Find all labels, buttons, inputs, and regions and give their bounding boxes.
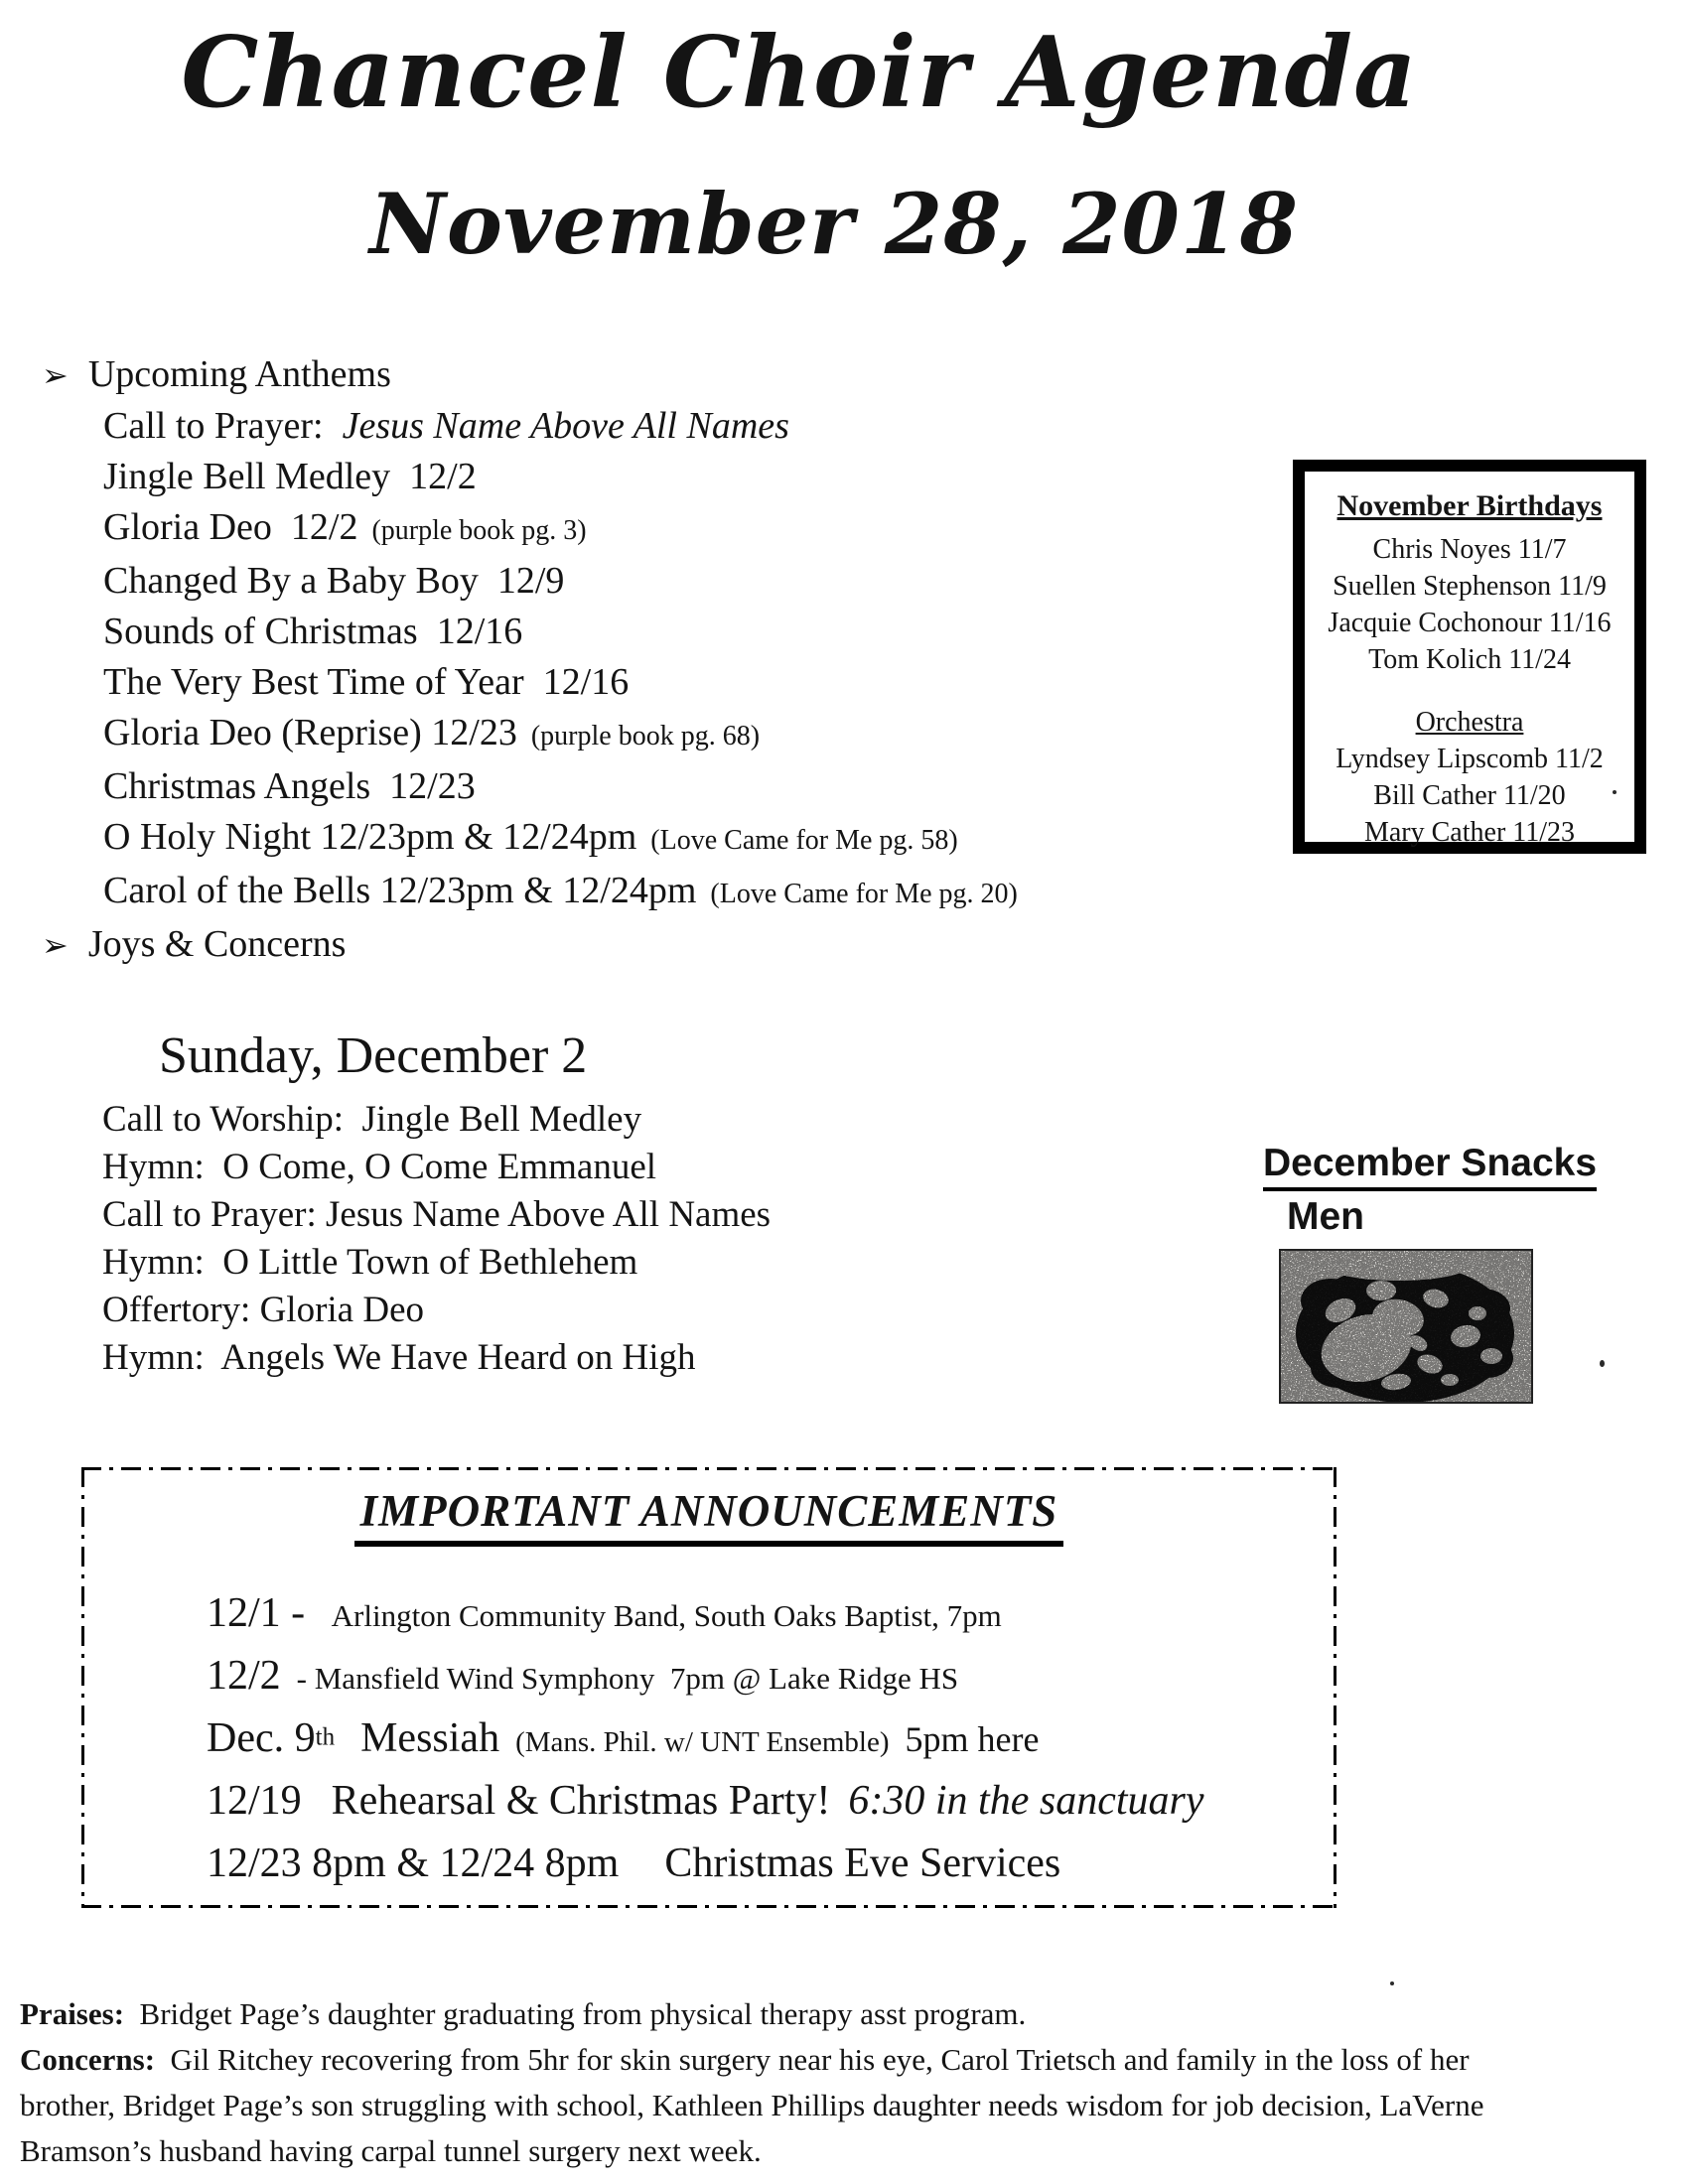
announcement-item (207, 1649, 1336, 1711)
announcement-date: 12/23 8pm & 12/24 8pm (207, 1841, 620, 1886)
december-snacks-section (1263, 1142, 1597, 1404)
announcement-item (207, 1711, 1336, 1774)
praises-label: Praises: (20, 1996, 125, 2031)
orchestra-subtitle: Orchestra (1415, 707, 1524, 738)
announcement-text: Christmas Eve Services (664, 1841, 1061, 1886)
anthem-text: Call to Prayer: (103, 405, 343, 447)
service-line: Hymn: O Come, O Come Emmanuel (102, 1147, 657, 1187)
service-line: Offertory: Gloria Deo (102, 1290, 424, 1330)
concerns-line (20, 2037, 1668, 2083)
birthday-entry: Mary Cather 11/23 (1363, 817, 1576, 848)
sunday-service-section (102, 1027, 772, 1382)
concerns-line (20, 2128, 1668, 2174)
box-border-right (1334, 1467, 1336, 1908)
anthem-item (103, 708, 1018, 761)
announcements-list (207, 1586, 1336, 1899)
ordinal-suffix: th (315, 1723, 336, 1751)
announcement-date: 12/1 - (207, 1590, 316, 1636)
announcement-text: - Mansfield Wind Symphony 7pm @ Lake Ridge HS (296, 1661, 959, 1696)
important-announcements-box (81, 1467, 1336, 1908)
birthday-entry: Lyndsey Lipscomb 11/2 (1336, 744, 1604, 774)
service-line: Call to Worship: Jingle Bell Medley (102, 1099, 642, 1140)
anthem-item (103, 607, 1018, 657)
joys-concerns-heading (42, 919, 1018, 971)
concerns-line (20, 2083, 1668, 2128)
anthem-item (103, 401, 1018, 452)
sunday-heading: Sunday, December 2 (159, 1027, 588, 1084)
anthem-list (103, 401, 1018, 919)
anthem-text: Sounds of Christmas 12/16 (103, 611, 523, 652)
box-border-bottom (81, 1905, 1336, 1908)
birthday-entry: Suellen Stephenson 11/9 (1333, 571, 1607, 602)
praises-line (20, 1991, 1668, 2037)
birthday-entry: Tom Kolich 11/24 (1368, 644, 1571, 675)
anthem-item (103, 761, 1018, 812)
birthday-entry: Jacquie Cochonour 11/16 (1328, 608, 1612, 638)
november-birthdays-box (1293, 460, 1646, 854)
joys-concerns-label: Joys & Concerns (87, 923, 347, 965)
anthem-text: The Very Best Time of Year 12/16 (103, 661, 630, 703)
anthem-text: Carol of the Bells 12/23pm & 12/24pm (103, 870, 697, 911)
snacks-group: Men (1287, 1195, 1364, 1238)
anthem-note: (Love Came for Me pg. 20) (710, 879, 1018, 909)
scan-speck (1390, 1981, 1394, 1985)
upcoming-anthems-heading (42, 349, 1018, 401)
service-line: Call to Prayer: Jesus Name Above All Names (102, 1194, 772, 1235)
announcement-text: Messiah (360, 1715, 500, 1761)
service-line: Hymn: Angels We Have Heard on High (102, 1337, 696, 1378)
anthem-text: Changed By a Baby Boy 12/9 (103, 560, 565, 602)
page-date: November 28, 2018 (369, 175, 1299, 273)
announcement-date: Dec. 9 (207, 1715, 316, 1761)
anthem-note: (purple book pg. 68) (530, 721, 761, 751)
announcement-item (207, 1837, 1336, 1899)
announcement-text: Rehearsal & Christmas Party! (331, 1778, 831, 1824)
page-title: Chancel Choir Agenda (181, 16, 1418, 130)
concerns-text: Bramson’s husband having carpal tunnel surgery next week. (20, 2133, 762, 2168)
announcement-time: 5pm here (905, 1719, 1040, 1759)
snacks-photo (1279, 1249, 1533, 1404)
scan-speck (1600, 1360, 1605, 1367)
praises-concerns-section (20, 1991, 1668, 2174)
birthday-entry: Chris Noyes 11/7 (1372, 534, 1567, 565)
announcement-text: Arlington Community Band, South Oaks Baptist, 7pm (331, 1598, 1002, 1633)
anthem-item (103, 502, 1018, 556)
arrow-bullet-icon: ➢ (42, 926, 69, 964)
anthem-text: O Holy Night 12/23pm & 12/24pm (103, 816, 637, 858)
birthday-entry: Bill Cather 11/20 (1373, 780, 1566, 811)
concerns-label: Concerns: (20, 2042, 156, 2077)
anthem-item (103, 812, 1018, 866)
arrow-bullet-icon: ➢ (42, 356, 69, 394)
anthem-text: Gloria Deo 12/2 (103, 506, 358, 548)
anthem-title-italic: Jesus Name Above All Names (342, 405, 789, 447)
birthdays-title: November Birthdays (1336, 489, 1603, 522)
announcement-date: 12/19 (207, 1778, 302, 1824)
announcement-detail-italic: 6:30 in the sanctuary (848, 1778, 1204, 1824)
service-line: Hymn: O Little Town of Bethlehem (102, 1242, 638, 1283)
box-border-left (81, 1467, 84, 1908)
concerns-text: Gil Ritchey recovering from 5hr for skin surgery near his eye, Carol Trietsch and family in the loss of her (170, 2042, 1470, 2077)
anthem-text: Christmas Angels 12/23 (103, 765, 476, 807)
announcement-note: (Mans. Phil. w/ UNT Ensemble) (515, 1726, 890, 1758)
announcement-item (207, 1586, 1336, 1649)
announcement-date: 12/2 (207, 1653, 281, 1699)
scan-speck (1613, 790, 1617, 794)
upcoming-anthems-section (42, 349, 1018, 971)
announcements-title: IMPORTANT ANNOUNCEMENTS (354, 1485, 1064, 1547)
anthem-item (103, 556, 1018, 607)
anthem-item (103, 657, 1018, 708)
concerns-text: brother, Bridget Page’s son struggling with school, Kathleen Phillips daughter needs wisdom for job decision, LaVerne (20, 2088, 1484, 2122)
upcoming-anthems-label: Upcoming Anthems (87, 353, 391, 395)
announcement-item (207, 1774, 1336, 1837)
box-border-top (81, 1467, 1336, 1470)
anthem-note: (purple book pg. 3) (371, 515, 587, 546)
anthem-text: Jingle Bell Medley 12/2 (103, 456, 477, 497)
anthem-text: Gloria Deo (Reprise) 12/23 (103, 712, 517, 753)
snacks-title: December Snacks (1263, 1142, 1597, 1191)
anthem-item (103, 452, 1018, 502)
praises-text: Bridget Page’s daughter graduating from physical therapy asst program. (139, 1996, 1027, 2031)
anthem-item (103, 866, 1018, 919)
anthem-note: (Love Came for Me pg. 58) (650, 825, 958, 856)
